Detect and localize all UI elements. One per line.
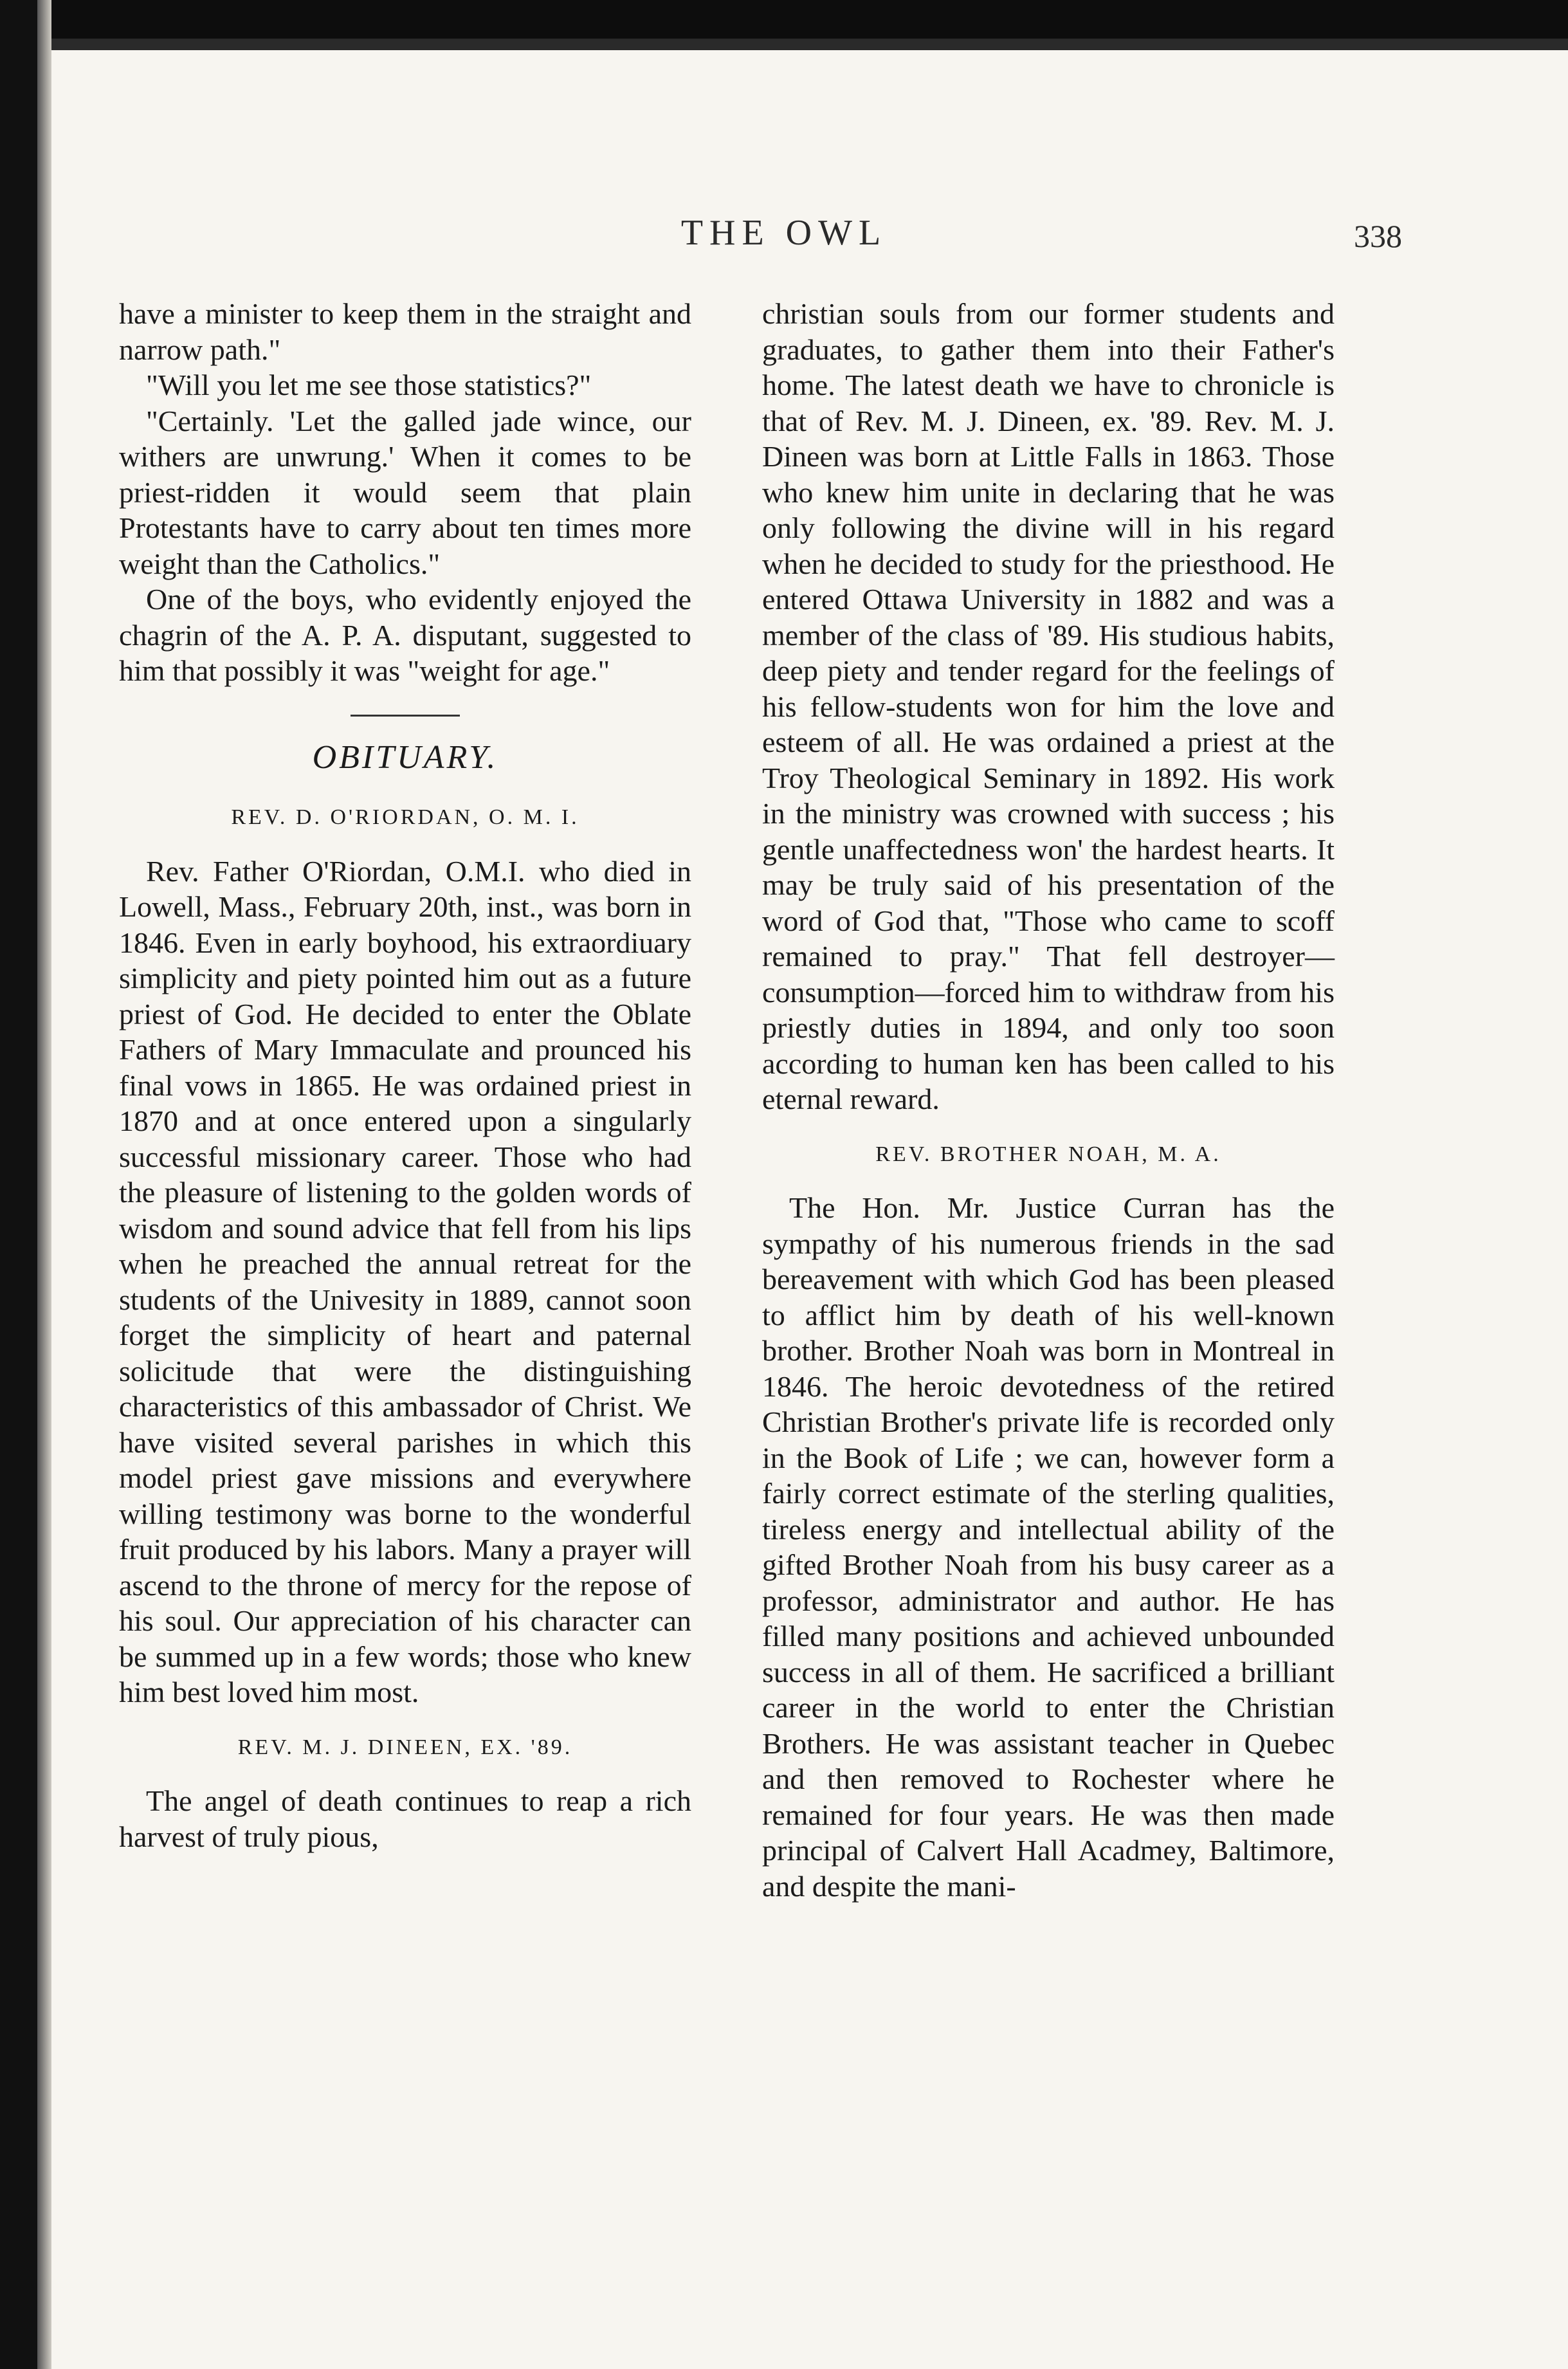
binding-spine xyxy=(0,0,37,2369)
obituary-heading-oriordan: REV. D. O'RIORDAN, O. M. I. xyxy=(231,805,579,829)
section-divider xyxy=(351,715,460,717)
binding-spine-edge xyxy=(37,0,51,2369)
scan-top-border-shadow xyxy=(0,39,1568,50)
paragraph: Rev. Father O'Riordan, O.M.I. who died in Lowell, Mass., February 20th, inst., was born in 1846. Even in early boyhood, his extraordiuary simplicity and piety pointed him out as a future priest of God. He decided to enter the Oblate Fathers of Mary Immaculate and prounced his final vows in 1865. He was ordained priest in 1870 and at once entered upon a singularly successful missionary career. Those who had the pleasure of listening to the golden words of wisdom and sound advice that fell from his lips when he preached the annual retreat for the students of the Univesity in 1889, cannot soon forget the simplicity of heart and paternal solicitude that were the distinguishing characteristics of this ambassador of Christ. We have visited several parishes in which this model priest gave missions and everywhere willing testimony was borne to the wonderful fruit produced by his labors. Many a prayer will ascend to the throne of mercy for the repose of his soul. Our appreciation of his character can be summed up in a few words; those who knew him best loved him most. xyxy=(119,854,691,1708)
paragraph: The Hon. Mr. Justice Curran has the sympathy of his numerous friends in the sad bereavement with which God has been pleased to afflict him by death of his well-known brother. Brother Noah was born in Montreal in 1846. The heroic devotedness of the retired Christian Brother's private life is recorded only in the Book of Life ; we can, however form a fairly correct estimate of the sterling qualities, tireless energy and intellectual ability of the gifted Brother Noah from his busy career as a professor, administrator and author. He has filled many positions and achieved unbounded success in all of them. He sacrificed a brilliant career in the world to enter the Christian Brothers. He was assistant teacher in Quebec and then removed to Rochester where he remained for four years. He was then made principal of Calvert Hall Acadmey, Baltimore, and despite the mani- xyxy=(762,1191,1335,1903)
paragraph: "Certainly. 'Let the galled jade wince, our withers are unwrung.' When it comes to be priest-ridden it would seem that plain Protestants have to carry about ten times more weight than the Catholics." xyxy=(119,404,691,580)
left-column xyxy=(119,296,691,1854)
obituary-heading-noah: REV. BROTHER NOAH, M. A. xyxy=(875,1142,1221,1166)
paragraph: christian souls from our former students and graduates, to gather them into their Father's home. The latest death we have to chronicle is that of Rev. M. J. Dineen, ex. '89. Rev. M. J. Dineen was born at Little Falls in 1863. Those who knew him unite in declaring that he was only following the divine will in his regard when he decided to study for the priesthood. He entered Ottawa University in 1882 and was a member of the class of '89. His studious habits, deep piety and tender regard for the feelings of his fellow-students won for him the love and esteem of all. He was ordained a priest at the Troy Theological Seminary in 1892. His work in the ministry was crowned with success ; his gentle unaffectedness won' the hardest hearts. It may be truly said of his presentation of the word of God that, "Those who came to scoff remained to pray." That fell destroyer—consumption—forced him to withdraw from his priestly duties in 1894, and only too soon according to human ken has been called to his eternal reward. xyxy=(762,297,1335,1115)
obituary-heading-dineen: REV. M. J. DINEEN, EX. '89. xyxy=(237,1735,573,1759)
paragraph: One of the boys, who evidently enjoyed the chagrin of the A. P. A. disputant, suggested to him that possibly it was "weight for age." xyxy=(119,583,691,687)
scan-top-border xyxy=(0,0,1568,39)
right-column xyxy=(762,296,1335,1904)
paragraph: have a minister to keep them in the straight and narrow path." xyxy=(119,297,691,366)
paragraph: The angel of death continues to reap a rich harvest of truly pious, xyxy=(119,1784,691,1853)
page-number: 338 xyxy=(1354,218,1402,254)
paragraph: "Will you let me see those statistics?" xyxy=(146,369,592,401)
section-title-obituary: OBITUARY. xyxy=(312,738,498,776)
running-head-title: THE OWL xyxy=(680,213,888,253)
